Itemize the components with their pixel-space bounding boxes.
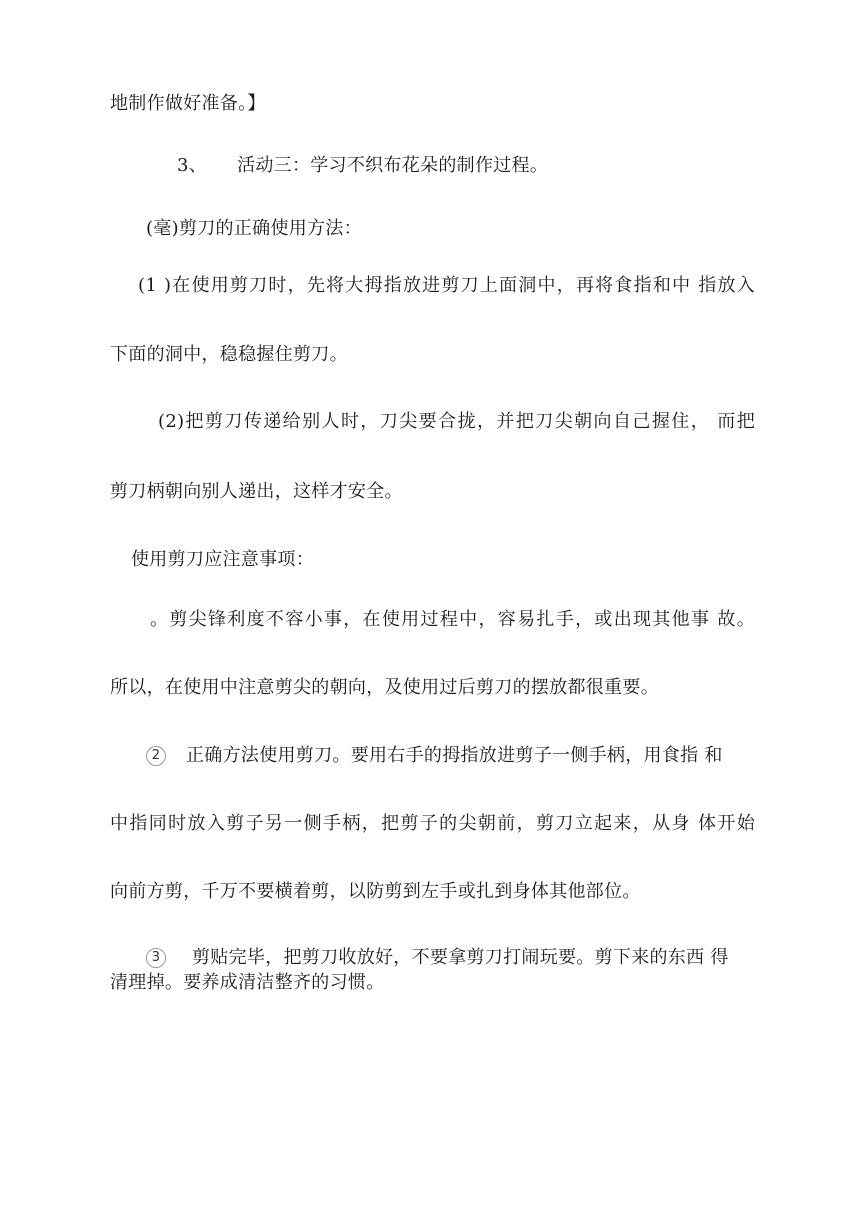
circled-number-3-icon: 3 bbox=[146, 948, 166, 968]
item2-text: 把剪刀传递给别人时，刀尖要合拢，并把刀尖朝向自己握住， 而把 bbox=[184, 411, 755, 432]
activity-heading bbox=[177, 155, 548, 177]
item1-text: 在使用剪刀时，先将大拇指放进剪刀上面洞中，再将食指和中 指放入 bbox=[171, 275, 755, 296]
item2-prefix: (2) bbox=[158, 411, 185, 432]
item2-second-line: 剪刀柄朝向别人递出，这样才安全。 bbox=[110, 481, 403, 502]
note2-third-line: 向前方剪，千万不要横着剪，以防剪到左手或扎到身体其他部位。 bbox=[110, 881, 641, 902]
note1-first-line: 。剪尖锋利度不容小事，在使用过程中，容易扎手，或出现其他事 故。 bbox=[150, 609, 755, 630]
note2-first-line bbox=[146, 745, 755, 767]
text-line-intro-end: 地制作做好准备。】 bbox=[110, 93, 266, 114]
note3-text: 剪贴完毕，把剪刀收放好，不要拿剪刀打闹玩要。剪下来的东西 得 bbox=[192, 947, 729, 968]
section-heading-scissors-usage: (毫)剪刀的正确使用方法： bbox=[146, 218, 362, 239]
item2-first-line bbox=[158, 411, 755, 433]
activity-number: 3、 bbox=[177, 155, 208, 176]
note3-first-line bbox=[146, 947, 755, 969]
notes-heading: 使用剪刀应注意事项： bbox=[131, 549, 314, 570]
item1-prefix: (1 ) bbox=[138, 275, 172, 296]
item1-first-line bbox=[138, 275, 755, 297]
item1-second-line: 下面的洞中，稳稳握住剪刀。 bbox=[110, 344, 348, 365]
circled-number-2-icon: 2 bbox=[146, 746, 166, 766]
activity-title: 活动三：学习不织布花朵的制作过程。 bbox=[237, 155, 549, 176]
note1-second-line: 所以，在使用中注意剪尖的朝向，及使用过后剪刀的摆放都很重要。 bbox=[110, 677, 659, 698]
note2-text: 正确方法使用剪刀。要用右手的拇指放进剪子一侧手柄，用食指 和 bbox=[186, 745, 723, 766]
note2-second-line: 中指同时放入剪子另一侧手柄，把剪子的尖朝前，剪刀立起来，从身 体开始 bbox=[110, 813, 755, 834]
note3-second-line: 清理掉。要养成清洁整齐的习惯。 bbox=[110, 972, 385, 993]
